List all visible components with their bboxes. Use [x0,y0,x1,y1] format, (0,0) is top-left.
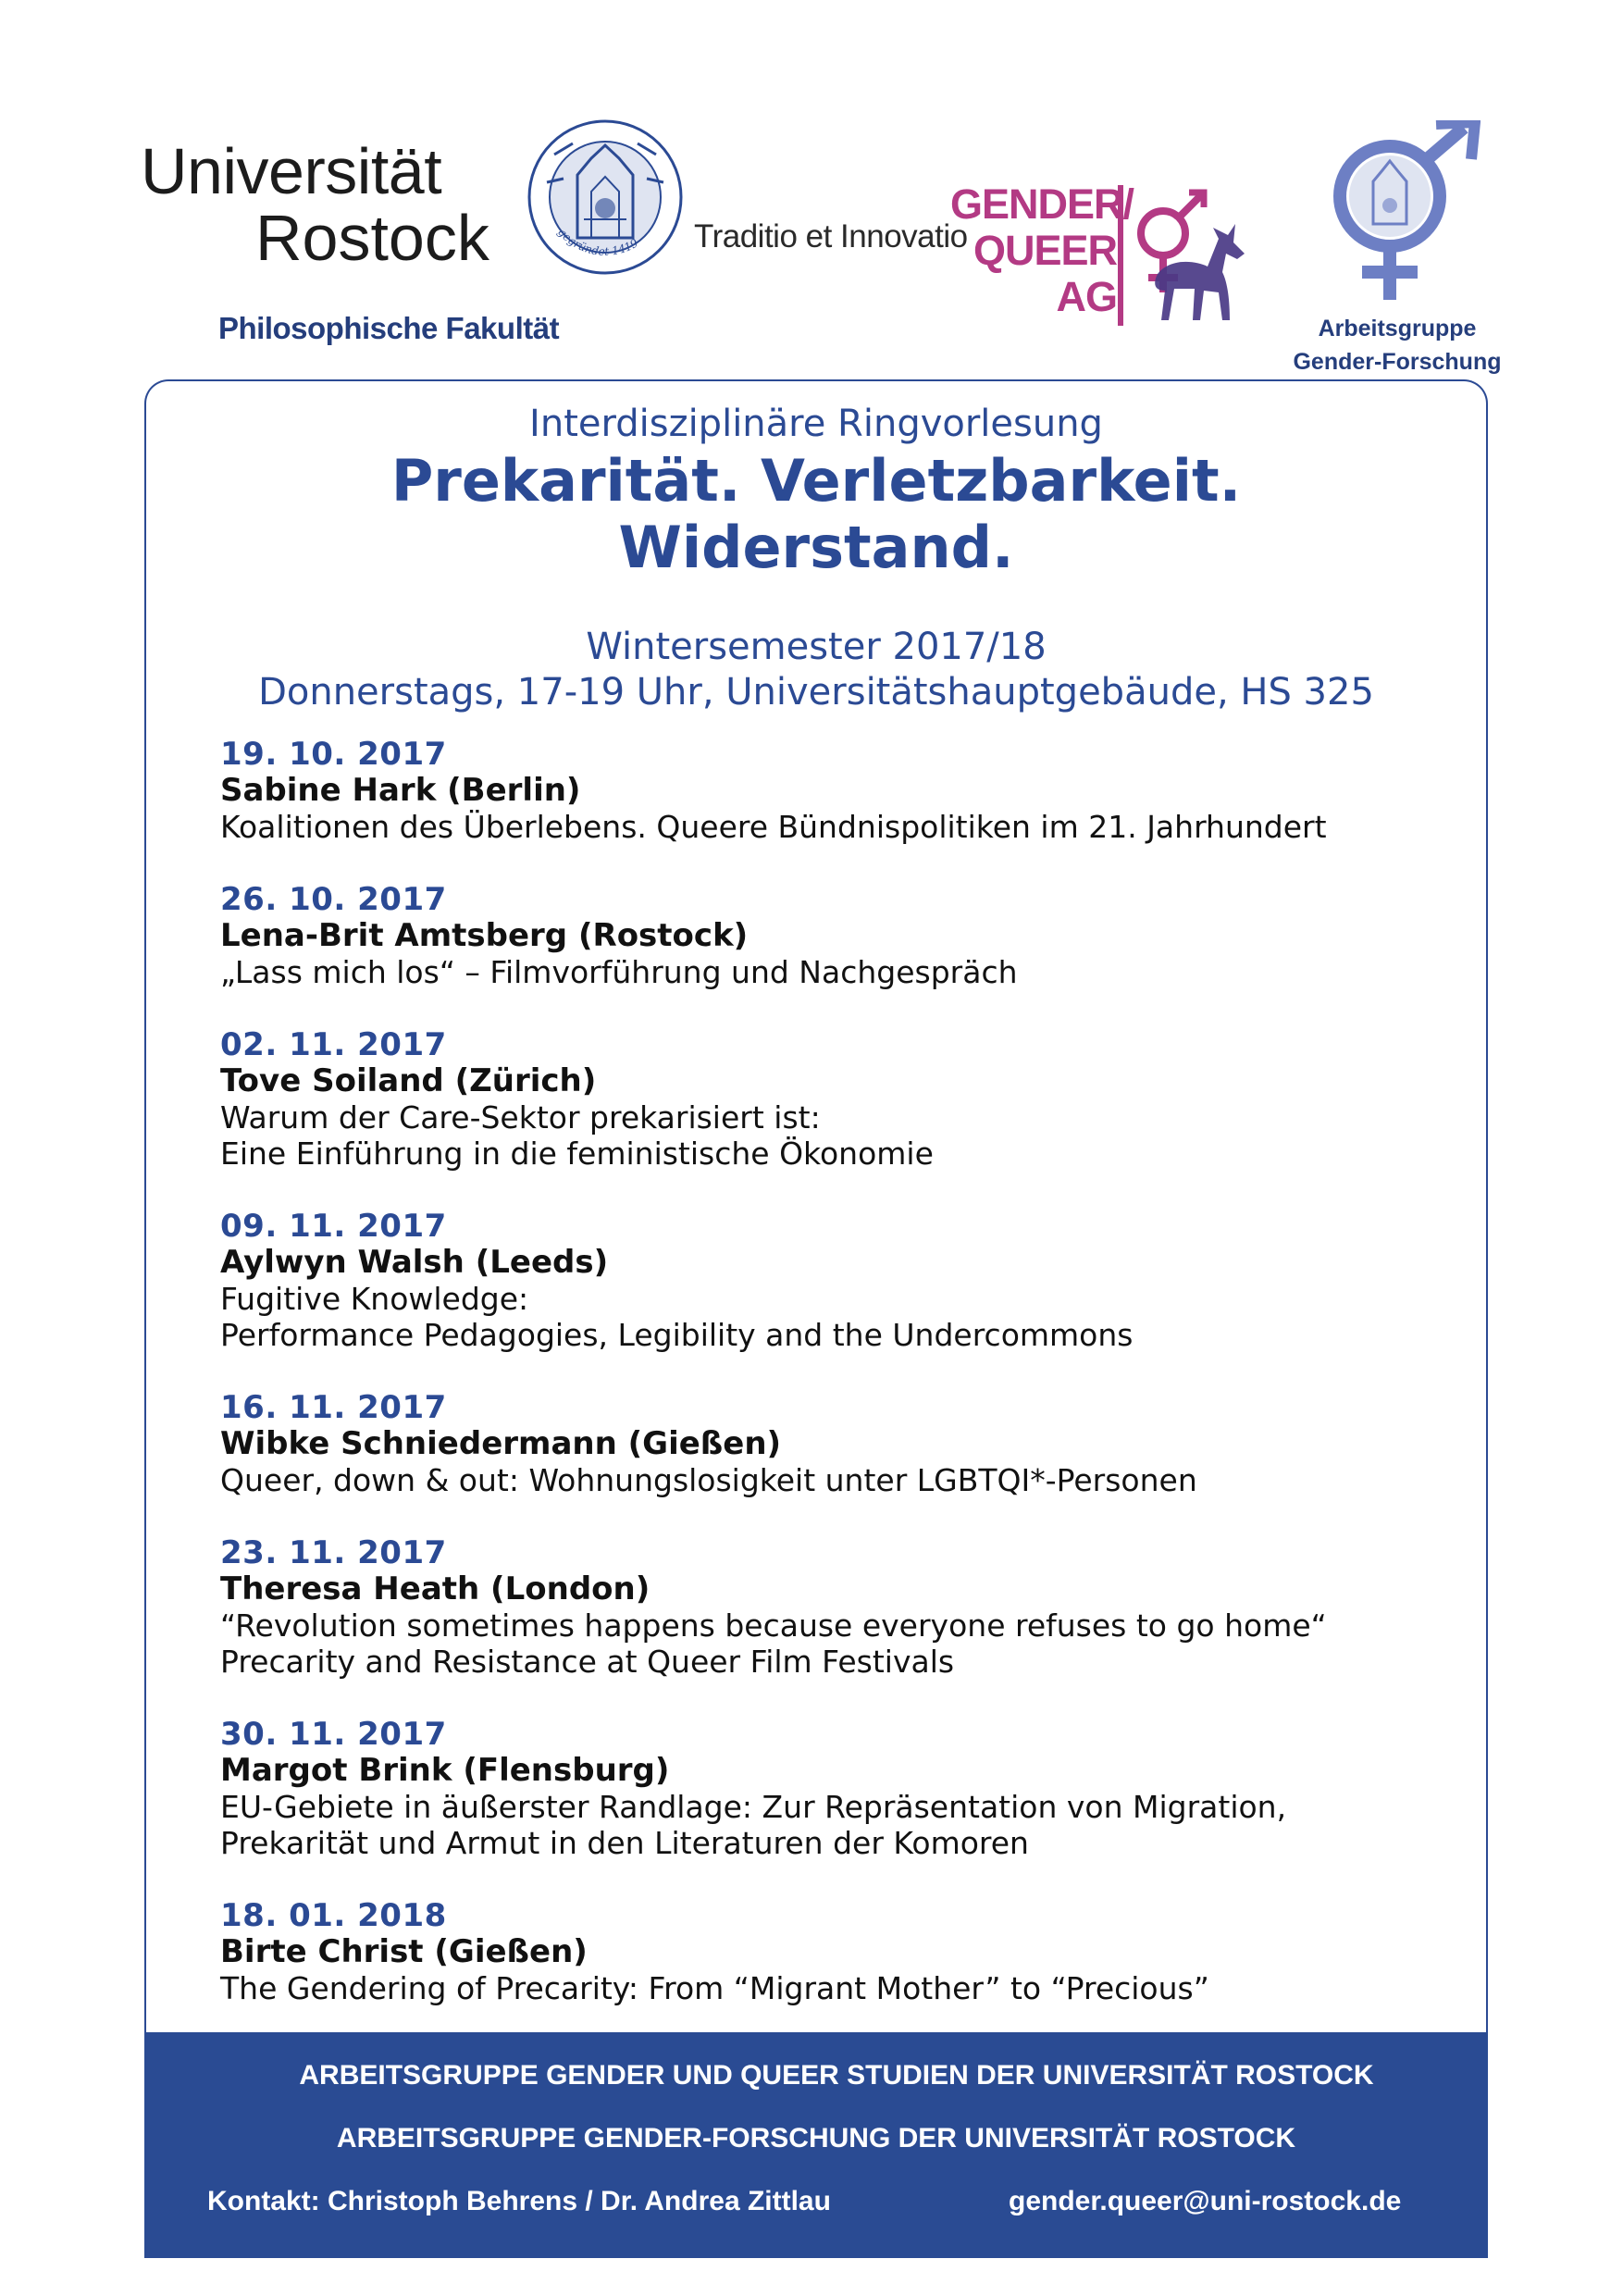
agf-line-2: Gender-Forschung [1293,349,1502,375]
event-speaker: Margot Brink (Flensburg) [220,1752,670,1789]
footer-email-link[interactable]: gender.queer@uni-rostock.de [1009,2186,1402,2216]
footer-contact: Kontakt: Christoph Behrens / Dr. Andrea Zittlau [207,2186,831,2216]
faculty-name: Philosophische Fakultät [218,311,560,345]
footer-group-gender-queer: ARBEITSGRUPPE GENDER UND QUEER STUDIEN DER UNIVERSITÄT ROSTOCK [299,2060,1374,2091]
lecture-series-title [144,448,1488,581]
footer-band [144,2032,1488,2258]
event-item [220,1390,1451,1498]
event-title-line: Precarity and Resistance at Queer Film Festivals [220,1644,955,1680]
schedule-details: Donnerstags, 17-19 Uhr, Universitätshauptgebäude, HS 325 [258,671,1374,714]
event-date: 02. 11. 2017 [220,1026,447,1063]
event-date: 16. 11. 2017 [220,1389,447,1426]
event-speaker: Theresa Heath (London) [220,1570,650,1607]
gq-line-3: AG [1056,273,1117,320]
event-title-line: Queer, down & out: Wohnungslosigkeit unter LGBTQI*-Personen [220,1462,1197,1498]
event-title-line: „Lass mich los“ – Filmvorführung und Nachgespräch [220,954,1018,990]
event-item [220,1535,1451,1680]
event-date: 26. 10. 2017 [220,881,447,918]
university-wordmark [141,135,511,274]
event-title-line: Prekarität und Armut in den Literaturen der Komoren [220,1825,1029,1861]
event-title-line: Warum der Care-Sektor prekarisiert ist: [220,1099,821,1136]
unicorn-gender-logo-icon [1115,181,1252,331]
event-title-line: “Revolution sometimes happens because everyone refuses to go home“ [220,1607,1327,1644]
university-name-line2: Rostock [255,202,489,274]
event-date: 23. 11. 2017 [220,1534,447,1571]
event-title-line: EU-Gebiete in äußerster Randlage: Zur Repräsentation von Migration, [220,1789,1287,1825]
event-title-line: Fugitive Knowledge: [220,1281,529,1317]
event-date: 18. 01. 2018 [220,1897,447,1934]
lecture-series-subtitle: Interdisziplinäre Ringvorlesung [529,403,1103,445]
event-item [220,737,1451,845]
event-item [220,1209,1451,1353]
event-item [220,1717,1451,1861]
event-speaker: Wibke Schniedermann (Gießen) [220,1425,782,1462]
gq-line-2: QUEER [973,227,1117,274]
university-name-line1: Universität [141,135,442,207]
gq-line-1: GENDER/ [950,180,1134,228]
agf-line-1: Arbeitsgruppe [1318,316,1477,341]
agf-logo-text [1282,312,1513,379]
event-speaker: Aylwyn Walsh (Leeds) [220,1244,609,1281]
event-title-line: Performance Pedagogies, Legibility and the Undercommons [220,1317,1134,1353]
gender-symbol-icon [1323,120,1481,305]
semester-label: Wintersemester 2017/18 [586,626,1047,668]
event-speaker: Tove Soiland (Zürich) [220,1062,597,1099]
event-item [220,882,1451,990]
event-item [220,1898,1451,2006]
event-list [220,737,1451,2043]
schedule-info [144,625,1488,715]
event-speaker: Sabine Hark (Berlin) [220,772,581,809]
event-title-line: The Gendering of Precarity: From “Migrant Mother” to “Precious” [220,1970,1209,2006]
event-title-line: Eine Einführung in die feministische Ökonomie [220,1136,934,1172]
title-line-2: Widerstand. [618,514,1014,581]
seal-text: gegründet 1419 [555,225,641,258]
event-title-line: Koalitionen des Überlebens. Queere Bündnispolitiken im 21. Jahrhundert [220,809,1327,845]
footer-group-gender-forschung: ARBEITSGRUPPE GENDER-FORSCHUNG DER UNIVERSITÄT ROSTOCK [336,2123,1296,2153]
event-item [220,1027,1451,1172]
event-date: 09. 11. 2017 [220,1208,447,1245]
gender-queer-ag-logo-text [950,180,1134,320]
event-date: 30. 11. 2017 [220,1716,447,1753]
event-speaker: Lena-Brit Amtsberg (Rostock) [220,917,749,954]
title-line-1: Prekarität. Verletzbarkeit. [390,447,1242,515]
event-date: 19. 10. 2017 [220,736,447,773]
university-seal-icon [527,118,684,279]
university-motto: Traditio et Innovatio [694,218,968,254]
event-speaker: Birte Christ (Gießen) [220,1933,588,1970]
